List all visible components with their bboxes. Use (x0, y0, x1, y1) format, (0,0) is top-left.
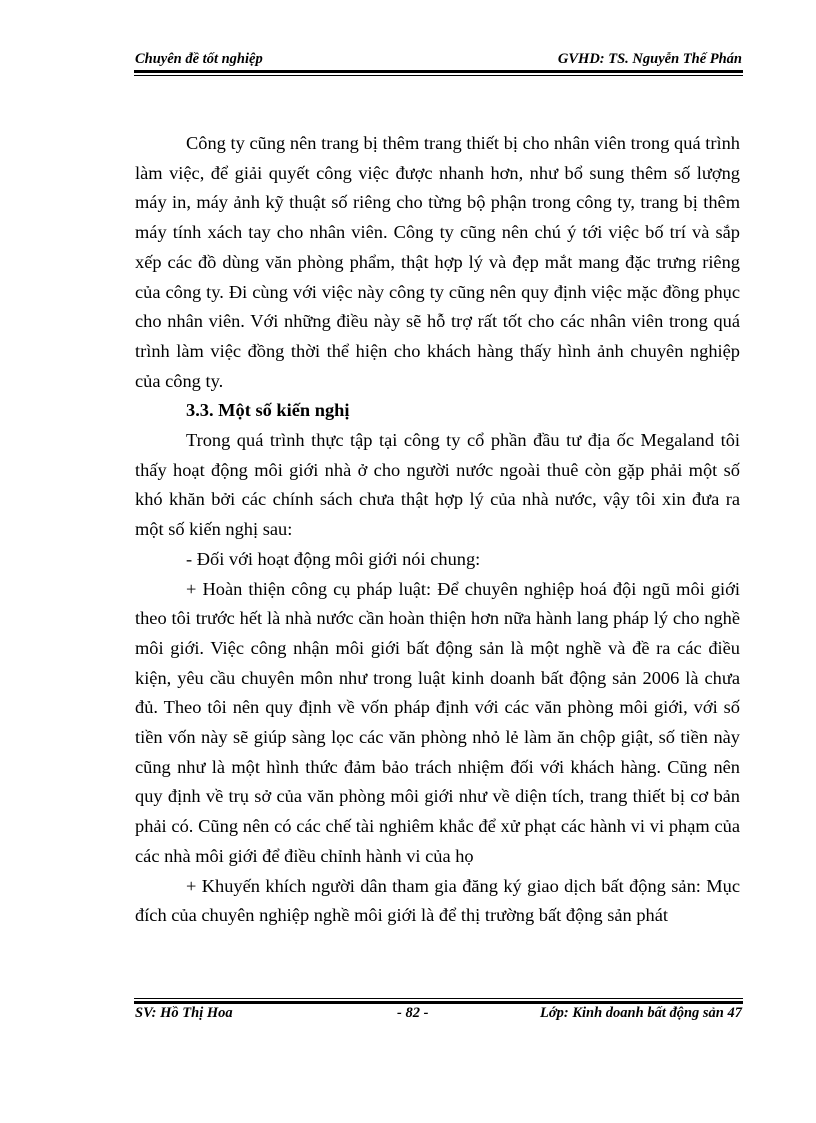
paragraph-equipment: Công ty cũng nên trang bị thêm trang thiết bị cho nhân viên trong quá trình làm việc, để giải quyết công việc được nhanh hơn, như bổ sung thêm số lượng máy in, máy ảnh kỹ thuật số riêng cho từng bộ phận trong công ty, trang bị thêm máy tính xách tay cho nhân viên. Công ty cũng nên chú ý tới việc bố trí và sắp xếp các đồ dùng văn phòng phẩm, thật hợp lý và đẹp mắt mang đặc trưng riêng của công ty. Đi cùng với việc này công ty cũng nên quy định việc mặc đồng phục cho nhân viên. Với những điều này sẽ hỗ trợ rất tốt cho các nhân viên trong quá trình làm việc đồng thời thể hiện cho khách hàng thấy hình ảnh chuyên nghiệp của công ty. (135, 133, 740, 391)
header-supervisor: GVHD: TS. Nguyễn Thế Phán (557, 51, 742, 67)
header-document-title: Chuyên đề tốt nghiệp (135, 51, 263, 67)
footer-student: SV: Hồ Thị Hoa (135, 1005, 233, 1021)
header-rule-thick (134, 70, 743, 73)
paragraph-registration: + Khuyến khích người dân tham gia đăng ký giao dịch bất động sản: Mục đích của chuyên nghiệp nghề môi giới là để thị trường bất động sản phát (135, 875, 740, 926)
footer-class: Lớp: Kinh doanh bất động sản 47 (540, 1005, 742, 1021)
page-number: - 82 - (397, 1005, 429, 1021)
paragraph-brokerage-general: - Đối với hoạt động môi giới nói chung: (186, 548, 481, 569)
page-footer (135, 1002, 742, 1024)
header-rule-thin (134, 75, 743, 76)
footer-rule-thin (134, 998, 743, 999)
section-heading: 3.3. Một số kiến nghị (186, 400, 350, 421)
paragraph-legal-tools: + Hoàn thiện công cụ pháp luật: Để chuyên nghiệp hoá đội ngũ môi giới theo tôi trước hết là nhà nước cần hoàn thiện hơn nữa hành lang pháp lý cho nghề môi giới. Việc công nhận môi giới bất động sản là một nghề và đề ra các điều kiện, yêu cầu chuyên môn như trong luật kinh doanh bất động sản 2006 là chưa đủ. Theo tôi nên quy định về vốn pháp định với các văn phòng môi giới, với số tiền vốn này sẽ giúp sàng lọc các văn phòng nhỏ lẻ làm ăn chộp giật, số tiền này cũng như là một hình thức đảm bảo trách nhiệm đối với khách hàng. Cũng nên quy định về trụ sở của văn phòng môi giới như về diện tích, trang thiết bị cơ bản phải có. Cũng nên có các chế tài nghiêm khắc để xử phạt các hành vi vi phạm của các nhà môi giới để điều chỉnh hành vi của họ (135, 578, 740, 866)
page-header (135, 48, 742, 70)
page-body (135, 129, 740, 931)
paragraph-internship: Trong quá trình thực tập tại công ty cổ phần đầu tư địa ốc Megaland tôi thấy hoạt động môi giới nhà ở cho người nước ngoài thuê còn gặp phải một số khó khăn bởi các chính sách chưa thật hợp lý của nhà nước, vậy tôi xin đưa ra một số kiến nghị sau: (135, 430, 740, 540)
